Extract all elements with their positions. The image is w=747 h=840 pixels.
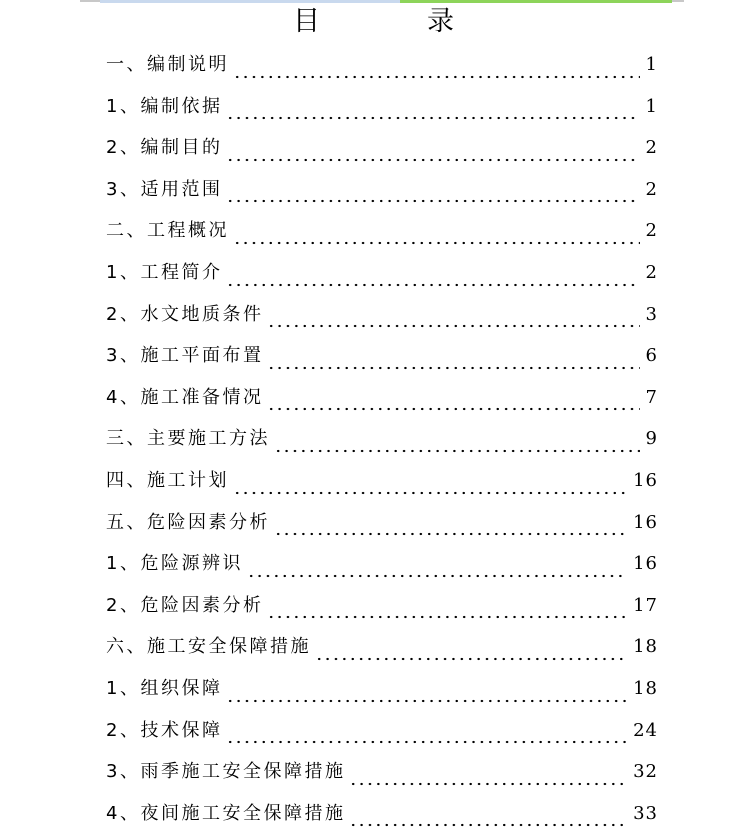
toc-dot-leader [267, 605, 627, 619]
toc-dot-leader [267, 356, 639, 370]
toc-entry-label: 四、施工计划 [106, 469, 229, 491]
toc-entry-label: 1、工程简介 [106, 261, 223, 283]
toc-entry-label: 2、水文地质条件 [106, 303, 264, 325]
toc-entry-label: 3、适用范围 [106, 178, 223, 200]
toc-entry-label: 4、施工准备情况 [106, 386, 264, 408]
toc-entry-page: 2 [645, 137, 658, 159]
toc-entry-label: 2、技术保障 [106, 719, 223, 741]
toc-dot-leader [315, 647, 627, 661]
toc-entry-page: 16 [633, 511, 658, 533]
toc-entry[interactable] [106, 632, 658, 674]
toc-entry-page: 2 [645, 261, 658, 283]
toc-list [106, 50, 658, 840]
toc-dot-leader [274, 522, 627, 536]
toc-dot-leader [226, 273, 639, 287]
toc-entry-page: 3 [645, 303, 658, 325]
toc-entry-page: 2 [645, 178, 658, 200]
toc-entry-label: 三、主要施工方法 [106, 428, 270, 450]
toc-entry-page: 7 [645, 386, 658, 408]
toc-entry-label: 五、危险因素分析 [106, 511, 270, 533]
toc-entry-page: 9 [645, 428, 658, 450]
toc-dot-leader [233, 65, 640, 79]
toc-entry-label: 2、编制目的 [106, 137, 223, 159]
header-rule-right [672, 0, 684, 2]
toc-entry-page: 2 [645, 220, 658, 242]
toc-dot-leader [226, 189, 639, 203]
toc-entry-label: 4、夜间施工安全保障措施 [106, 802, 346, 824]
header-rule-blue [100, 0, 400, 3]
toc-entry-label: 2、危险因素分析 [106, 594, 264, 616]
toc-entry-page: 17 [633, 594, 658, 616]
toc-entry[interactable] [106, 549, 658, 591]
toc-entry[interactable] [106, 466, 658, 508]
toc-entry-page: 1 [645, 95, 658, 117]
toc-dot-leader [226, 106, 639, 120]
toc-dot-leader [233, 231, 640, 245]
toc-entry[interactable] [106, 258, 658, 300]
toc-dot-leader [349, 813, 627, 827]
toc-entry-page: 18 [633, 677, 658, 699]
toc-entry[interactable] [106, 674, 658, 716]
toc-entry-label: 3、施工平面布置 [106, 345, 264, 367]
toc-dot-leader [247, 564, 627, 578]
toc-entry-page: 18 [633, 636, 658, 658]
toc-entry-page: 33 [633, 802, 658, 824]
toc-entry-page: 32 [633, 761, 658, 783]
toc-entry[interactable] [106, 591, 658, 633]
toc-entry[interactable] [106, 799, 658, 840]
toc-entry-page: 16 [633, 553, 658, 575]
toc-entry-label: 1、危险源辨识 [106, 553, 243, 575]
toc-dot-leader [226, 689, 627, 703]
toc-entry-label: 3、雨季施工安全保障措施 [106, 761, 346, 783]
toc-entry-page: 6 [645, 345, 658, 367]
toc-entry-label: 1、组织保障 [106, 677, 223, 699]
toc-entry[interactable] [106, 508, 658, 550]
toc-dot-leader [226, 148, 639, 162]
toc-dot-leader [267, 397, 639, 411]
header-rule-green [400, 0, 672, 3]
toc-dot-leader [349, 772, 627, 786]
toc-entry[interactable] [106, 300, 658, 342]
toc-entry[interactable] [106, 92, 658, 134]
toc-dot-leader [233, 481, 627, 495]
toc-entry-label: 一、编制说明 [106, 54, 229, 75]
toc-entry-page: 24 [633, 719, 658, 741]
toc-entry-page: 16 [633, 469, 658, 491]
toc-dot-leader [274, 439, 640, 453]
toc-entry[interactable] [106, 175, 658, 217]
toc-entry[interactable] [106, 50, 658, 92]
toc-entry-label: 1、编制依据 [106, 95, 223, 117]
toc-entry[interactable] [106, 383, 658, 425]
toc-entry[interactable] [106, 216, 658, 258]
toc-entry-page: 1 [645, 54, 658, 75]
toc-entry-label: 二、工程概况 [106, 220, 229, 242]
toc-dot-leader [226, 730, 627, 744]
toc-entry-label: 六、施工安全保障措施 [106, 636, 311, 658]
toc-title: 目 录 [293, 6, 494, 37]
toc-entry[interactable] [106, 757, 658, 799]
toc-entry[interactable] [106, 716, 658, 758]
toc-dot-leader [267, 314, 639, 328]
toc-entry[interactable] [106, 424, 658, 466]
toc-entry[interactable] [106, 341, 658, 383]
toc-entry[interactable] [106, 133, 658, 175]
